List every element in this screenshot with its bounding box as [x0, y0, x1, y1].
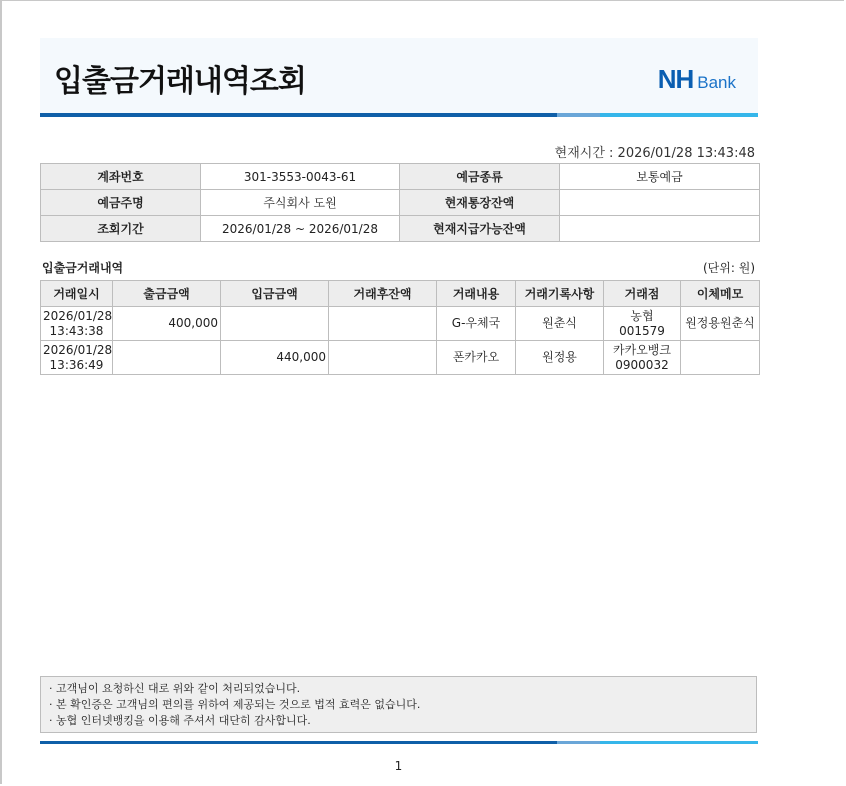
transaction-table	[40, 280, 760, 375]
notice-line: · 농협 인터넷뱅킹을 이용해 주셔서 대단히 감사합니다.	[49, 714, 311, 727]
currency-unit: (단위: 원)	[703, 261, 755, 275]
cell-datetime	[41, 307, 113, 341]
info-row	[41, 216, 760, 242]
cell-time: 13:43:38	[49, 323, 104, 338]
info-row	[41, 164, 760, 190]
cell-memo: 원정용원춘식	[681, 307, 760, 341]
account-owner: 주식회사 도원	[201, 190, 400, 216]
table-row	[41, 341, 760, 375]
cell-datetime	[41, 341, 113, 375]
column-header-description: 거래내용	[437, 281, 516, 307]
notice-line: · 본 확인증은 고객님의 편의를 위하여 제공되는 것으로 법적 효력은 없습니다.	[49, 698, 421, 711]
column-header-memo: 이체메모	[681, 281, 760, 307]
cell-description: 폰카카오	[437, 341, 516, 375]
account-number-label: 계좌번호	[41, 164, 201, 190]
cell-branch-line1: 카카오뱅크	[613, 342, 671, 357]
passbook-balance	[560, 190, 760, 216]
table-row	[41, 307, 760, 341]
cell-time: 13:36:49	[49, 357, 104, 372]
deposit-type: 보통예금	[560, 164, 760, 190]
table-header-row	[41, 281, 760, 307]
column-header-record: 거래기록사항	[516, 281, 604, 307]
cell-withdrawal	[113, 341, 221, 375]
deposit-type-label: 예금종류	[400, 164, 560, 190]
cell-deposit	[221, 307, 329, 341]
cell-balance	[329, 307, 437, 341]
info-row	[41, 190, 760, 216]
cell-memo	[681, 341, 760, 375]
column-header-balance: 거래후잔액	[329, 281, 437, 307]
section-title: 입출금거래내역	[42, 261, 124, 275]
available-balance	[560, 216, 760, 242]
page-title: 입출금거래내역조회	[54, 64, 306, 99]
nh-bank-logo	[658, 64, 736, 95]
cell-record: 원춘식	[516, 307, 604, 341]
cell-branch-line2: 0900032	[615, 357, 669, 372]
cell-description: G-우체국	[437, 307, 516, 341]
cell-branch	[604, 341, 681, 375]
passbook-balance-label: 현재통장잔액	[400, 190, 560, 216]
available-balance-label: 현재지급가능잔액	[400, 216, 560, 242]
cell-deposit: 440,000	[221, 341, 329, 375]
cell-record: 원정용	[516, 341, 604, 375]
cell-branch-line1: 농협 001579	[619, 308, 665, 338]
notice-box	[40, 676, 757, 733]
cell-date: 2026/01/28	[43, 308, 113, 323]
cell-branch	[604, 307, 681, 341]
logo-nh-text: NH	[657, 64, 694, 94]
inquiry-period: 2026/01/28 ~ 2026/01/28	[201, 216, 400, 242]
notice-line: · 고객님이 요청하신 대로 위와 같이 처리되었습니다.	[49, 682, 301, 695]
column-header-datetime: 거래일시	[41, 281, 113, 307]
current-time: 현재시간 : 2026/01/28 13:43:48	[554, 146, 755, 161]
footer-divider	[40, 741, 758, 744]
page-number: 1	[394, 759, 403, 773]
period-label: 조회기간	[41, 216, 201, 242]
cell-date: 2026/01/28	[43, 342, 113, 357]
logo-bank-text: Bank	[697, 73, 736, 92]
column-header-deposit: 입금금액	[221, 281, 329, 307]
document-header	[40, 38, 758, 114]
column-header-withdrawal: 출금금액	[113, 281, 221, 307]
account-info-table	[40, 163, 760, 242]
account-number: 301-3553-0043-61	[201, 164, 400, 190]
account-owner-label: 예금주명	[41, 190, 201, 216]
column-header-branch: 거래점	[604, 281, 681, 307]
header-divider	[40, 113, 758, 117]
cell-withdrawal: 400,000	[113, 307, 221, 341]
cell-balance	[329, 341, 437, 375]
